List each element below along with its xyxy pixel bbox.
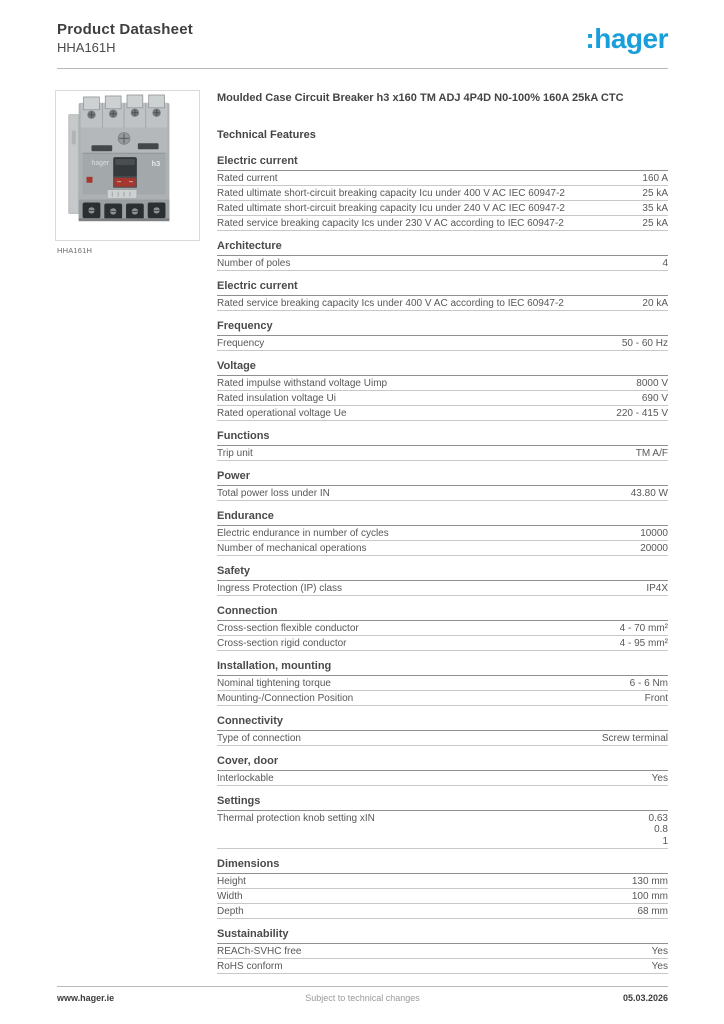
row-label: Rated operational voltage Ue xyxy=(217,407,347,419)
table-row xyxy=(217,771,668,786)
table-row xyxy=(217,731,668,746)
footer-divider xyxy=(57,986,668,987)
row-value xyxy=(632,891,668,903)
spec-section xyxy=(217,605,668,651)
spec-section xyxy=(217,280,668,311)
row-value xyxy=(662,258,668,270)
section-rows xyxy=(217,944,668,974)
row-value xyxy=(642,173,668,185)
table-row xyxy=(217,676,668,691)
section-title: Safety xyxy=(217,565,668,581)
row-value-line: 35 kA xyxy=(642,202,668,214)
spec-section xyxy=(217,565,668,596)
section-rows xyxy=(217,296,668,311)
row-label: Number of poles xyxy=(217,257,291,269)
section-title: Electric current xyxy=(217,280,668,296)
row-value xyxy=(620,623,668,635)
section-rows xyxy=(217,171,668,231)
section-rows xyxy=(217,526,668,556)
row-value-line: 690 V xyxy=(641,392,668,404)
row-label: Ingress Protection (IP) class xyxy=(217,582,343,594)
footer-notice: Subject to technical changes xyxy=(305,993,420,1003)
section-rows xyxy=(217,336,668,351)
image-caption: HHA161H xyxy=(57,246,93,255)
row-value-line: 20000 xyxy=(640,542,668,554)
row-value-line: 6 - 6 Nm xyxy=(629,677,668,689)
row-label: Rated service breaking capacity Ics under 230 V AC according to IEC 60947-2 xyxy=(217,217,564,229)
spec-section xyxy=(217,510,668,556)
footer-website-link[interactable]: www.hager.ie xyxy=(57,993,115,1003)
circuit-breaker-illustration xyxy=(56,91,199,240)
row-value-line: Yes xyxy=(651,960,668,972)
section-title: Endurance xyxy=(217,510,668,526)
spec-section xyxy=(217,660,668,706)
row-label: Frequency xyxy=(217,337,265,349)
spec-section xyxy=(217,858,668,919)
row-label: Number of mechanical operations xyxy=(217,542,367,554)
section-rows xyxy=(217,446,668,461)
section-title: Dimensions xyxy=(217,858,668,874)
row-value-line: Screw terminal xyxy=(601,732,668,744)
row-value-line: Yes xyxy=(651,945,668,957)
row-value xyxy=(632,876,668,888)
row-label: Thermal protection knob setting xIN xyxy=(217,812,375,824)
row-value xyxy=(622,338,668,350)
row-value xyxy=(631,488,668,500)
row-label: Cross-section flexible conductor xyxy=(217,622,359,634)
footer-date: 05.03.2026 xyxy=(622,993,668,1003)
row-value-line: 25 kA xyxy=(642,187,668,199)
section-title: Power xyxy=(217,470,668,486)
row-value-line: Yes xyxy=(651,772,668,784)
row-value-line: 43.80 W xyxy=(630,487,668,499)
table-row xyxy=(217,959,668,974)
row-label: Depth xyxy=(217,905,244,917)
row-label: Cross-section rigid conductor xyxy=(217,637,347,649)
row-value xyxy=(640,528,668,540)
row-value-line: 0.63 xyxy=(648,812,668,824)
row-value-line: 25 kA xyxy=(642,217,668,229)
table-row xyxy=(217,889,668,904)
section-title: Sustainability xyxy=(217,928,668,944)
table-row xyxy=(217,541,668,556)
row-value xyxy=(602,733,668,745)
row-value-line: 8000 V xyxy=(636,377,668,389)
row-value xyxy=(642,188,668,200)
table-row xyxy=(217,581,668,596)
table-row xyxy=(217,691,668,706)
section-title: Connectivity xyxy=(217,715,668,731)
section-rows xyxy=(217,771,668,786)
section-rows xyxy=(217,486,668,501)
row-value xyxy=(636,448,668,460)
row-value xyxy=(646,583,668,595)
row-value-line: 160 A xyxy=(642,172,668,184)
spec-section xyxy=(217,430,668,461)
row-value xyxy=(649,813,668,848)
row-label: Rated current xyxy=(217,172,278,184)
row-value xyxy=(630,678,668,690)
table-row xyxy=(217,296,668,311)
row-value xyxy=(620,638,668,650)
row-value-line: 50 - 60 Hz xyxy=(621,337,668,349)
row-value-line: 130 mm xyxy=(631,875,668,887)
spec-section xyxy=(217,715,668,746)
spec-section xyxy=(217,928,668,974)
row-value xyxy=(652,946,668,958)
table-row xyxy=(217,201,668,216)
row-label: Total power loss under IN xyxy=(217,487,330,499)
table-row xyxy=(217,874,668,889)
section-title: Cover, door xyxy=(217,755,668,771)
row-label: Rated ultimate short-circuit breaking capacity Icu under 400 V AC IEC 60947-2 xyxy=(217,187,565,199)
row-value xyxy=(652,773,668,785)
section-title: Electric current xyxy=(217,155,668,171)
row-label: Height xyxy=(217,875,246,887)
section-rows xyxy=(217,621,668,651)
table-row xyxy=(217,621,668,636)
row-value xyxy=(642,298,668,310)
technical-features-heading: Technical Features xyxy=(217,129,316,141)
product-reference: HHA161H xyxy=(57,40,116,55)
row-label: RoHS conform xyxy=(217,960,283,972)
table-row xyxy=(217,406,668,421)
product-image xyxy=(55,90,200,241)
section-title: Functions xyxy=(217,430,668,446)
table-row xyxy=(217,446,668,461)
section-rows xyxy=(217,676,668,706)
spec-section xyxy=(217,360,668,421)
row-value xyxy=(636,378,668,390)
row-value-line: TM A/F xyxy=(635,447,668,459)
table-row xyxy=(217,811,668,849)
footer xyxy=(57,993,668,1003)
section-title: Installation, mounting xyxy=(217,660,668,676)
section-title: Architecture xyxy=(217,240,668,256)
table-row xyxy=(217,376,668,391)
row-label: Type of connection xyxy=(217,732,301,744)
page-title: Product Datasheet xyxy=(57,21,193,38)
section-title: Connection xyxy=(217,605,668,621)
row-label: REACh-SVHC free xyxy=(217,945,302,957)
row-value xyxy=(616,408,668,420)
row-value xyxy=(642,203,668,215)
row-value-line: 4 xyxy=(662,257,668,269)
row-label: Width xyxy=(217,890,243,902)
sections xyxy=(217,155,668,974)
product-title: Moulded Case Circuit Breaker h3 x160 TM ADJ 4P4D N0-100% 160A 25kA CTC xyxy=(217,92,624,104)
main-content xyxy=(217,91,668,983)
row-value-line: IP4X xyxy=(646,582,668,594)
header-divider xyxy=(57,68,668,69)
table-row xyxy=(217,636,668,651)
section-title: Frequency xyxy=(217,320,668,336)
section-rows xyxy=(217,376,668,421)
row-value-line: Front xyxy=(644,692,668,704)
table-row xyxy=(217,944,668,959)
row-value xyxy=(637,906,668,918)
row-value-line: 4 - 95 mm² xyxy=(619,637,668,649)
row-label: Electric endurance in number of cycles xyxy=(217,527,389,539)
row-value-line: 220 - 415 V xyxy=(616,407,668,419)
row-label: Interlockable xyxy=(217,772,274,784)
row-label: Rated service breaking capacity Ics under 400 V AC according to IEC 60947-2 xyxy=(217,297,564,309)
spec-section xyxy=(217,155,668,231)
spec-section xyxy=(217,320,668,351)
row-value-line: 4 - 70 mm² xyxy=(619,622,668,634)
row-label: Mounting-/Connection Position xyxy=(217,692,354,704)
row-value xyxy=(642,393,668,405)
table-row xyxy=(217,904,668,919)
row-label: Rated insulation voltage Ui xyxy=(217,392,336,404)
table-row xyxy=(217,256,668,271)
svg-text:h3: h3 xyxy=(151,158,161,168)
section-rows xyxy=(217,256,668,271)
section-rows xyxy=(217,581,668,596)
section-title: Settings xyxy=(217,795,668,811)
table-row xyxy=(217,171,668,186)
row-value xyxy=(645,693,668,705)
row-value xyxy=(642,218,668,230)
row-value-line: 10000 xyxy=(640,527,668,539)
section-rows xyxy=(217,731,668,746)
section-rows xyxy=(217,811,668,849)
table-row xyxy=(217,216,668,231)
row-value-line: 20 kA xyxy=(642,297,668,309)
table-row xyxy=(217,526,668,541)
row-value-line: 1 xyxy=(662,835,668,847)
spec-section xyxy=(217,240,668,271)
header xyxy=(57,21,668,55)
spec-section xyxy=(217,795,668,849)
table-row xyxy=(217,486,668,501)
table-row xyxy=(217,336,668,351)
row-value-line: 100 mm xyxy=(631,890,668,902)
row-label: Nominal tightening torque xyxy=(217,677,331,689)
row-label: Trip unit xyxy=(217,447,253,459)
spec-section xyxy=(217,755,668,786)
row-value xyxy=(652,961,668,973)
spec-section xyxy=(217,470,668,501)
hager-logo: :hager xyxy=(585,23,668,54)
svg-text:hager: hager xyxy=(91,160,110,168)
row-label: Rated impulse withstand voltage Uimp xyxy=(217,377,388,389)
section-rows xyxy=(217,874,668,919)
section-title: Voltage xyxy=(217,360,668,376)
row-value xyxy=(640,543,668,555)
table-row xyxy=(217,186,668,201)
table-row xyxy=(217,391,668,406)
row-value-line: 0.8 xyxy=(654,824,668,835)
row-value-line: 68 mm xyxy=(637,905,668,917)
row-label: Rated ultimate short-circuit breaking capacity Icu under 240 V AC IEC 60947-2 xyxy=(217,202,565,214)
